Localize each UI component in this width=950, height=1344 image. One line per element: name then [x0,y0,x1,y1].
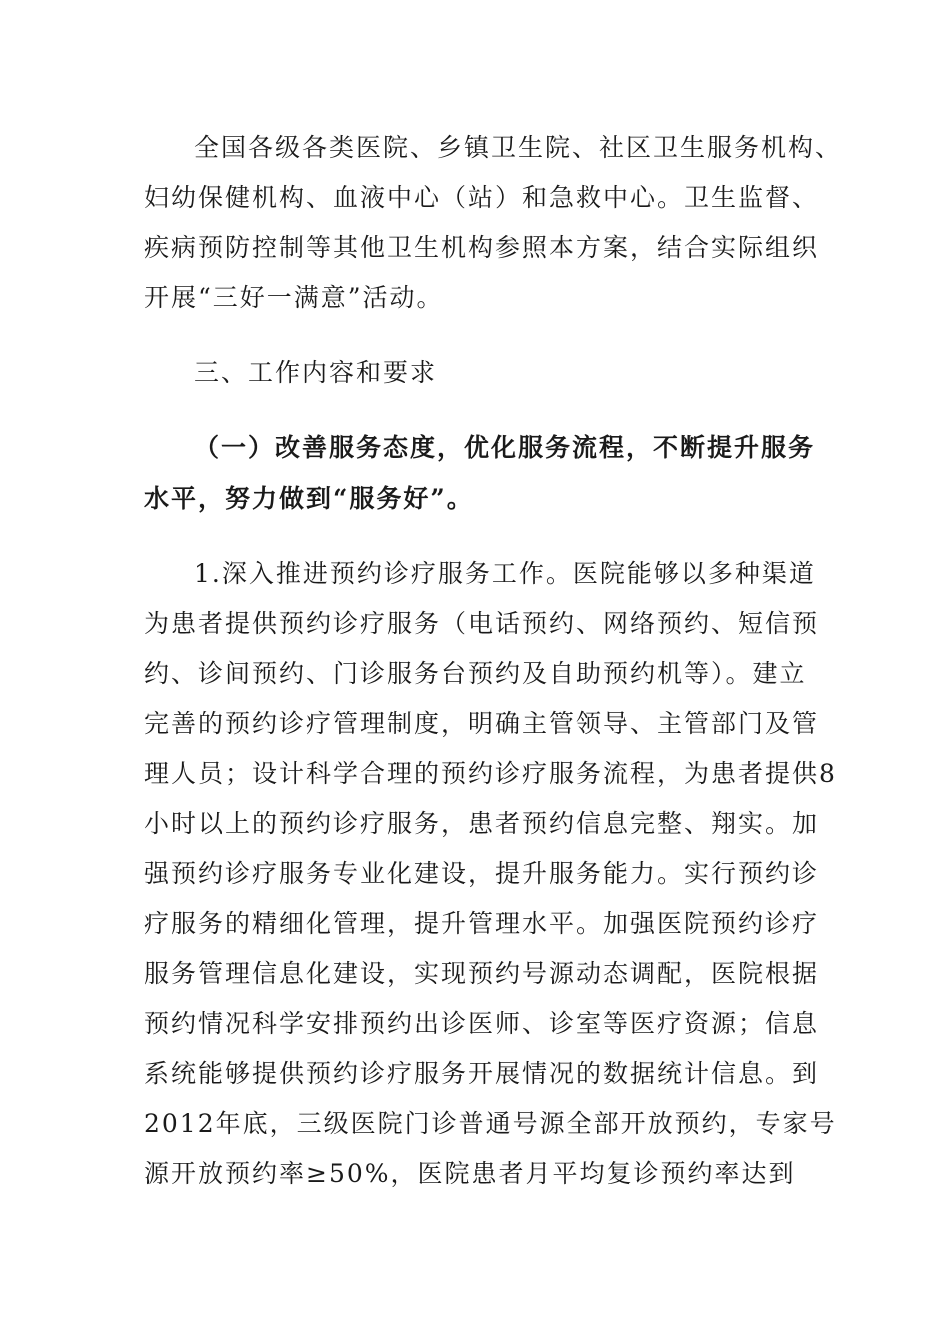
paragraph-line: 为患者提供预约诊疗服务（电话预约、网络预约、短信预 [144,609,820,638]
paragraph-line: 小时以上的预约诊疗服务，患者预约信息完整、翔实。加 [144,809,820,838]
paragraph-line: 妇幼保健机构、血液中心（站）和急救中心。卫生监督、 [144,183,820,212]
paragraph-line: 源开放预约率≥50%，医院患者月平均复诊预约率达到 [144,1159,796,1188]
paragraph-line: 开展“三好一满意”活动。 [144,283,444,312]
paragraph-line: 约、诊间预约、门诊服务台预约及自助预约机等）。建立 [144,659,807,688]
paragraph-line: 全国各级各类医院、乡镇卫生院、社区卫生服务机构、 [194,133,843,162]
paragraph-line: 2012年底，三级医院门诊普通号源全部开放预约，专家号 [144,1109,837,1138]
section-heading: 三、工作内容和要求 [194,358,438,387]
paragraph-line: 理人员；设计科学合理的预约诊疗服务流程，为患者提供8 [144,759,837,788]
paragraph-line: 强预约诊疗服务专业化建设，提升服务能力。实行预约诊 [144,859,820,888]
paragraph-line: 完善的预约诊疗管理制度，明确主管领导、主管部门及管 [144,709,820,738]
paragraph-line: 预约情况科学安排预约出诊医师、诊室等医疗资源；信息 [144,1009,820,1038]
subsection-heading: 水平，努力做到“服务好”。 [144,484,474,513]
paragraph-line: 疗服务的精细化管理，提升管理水平。加强医院预约诊疗 [144,909,820,938]
paragraph-line: 系统能够提供预约诊疗服务开展情况的数据统计信息。到 [144,1059,820,1088]
paragraph-line: 疾病预防控制等其他卫生机构参照本方案，结合实际组织 [144,233,820,262]
subsection-heading: （一）改善服务态度，优化服务流程，不断提升服务 [194,433,816,462]
paragraph-line: 服务管理信息化建设，实现预约号源动态调配，医院根据 [144,959,820,988]
paragraph-line: 1.深入推进预约诊疗服务工作。医院能够以多种渠道 [194,559,816,588]
